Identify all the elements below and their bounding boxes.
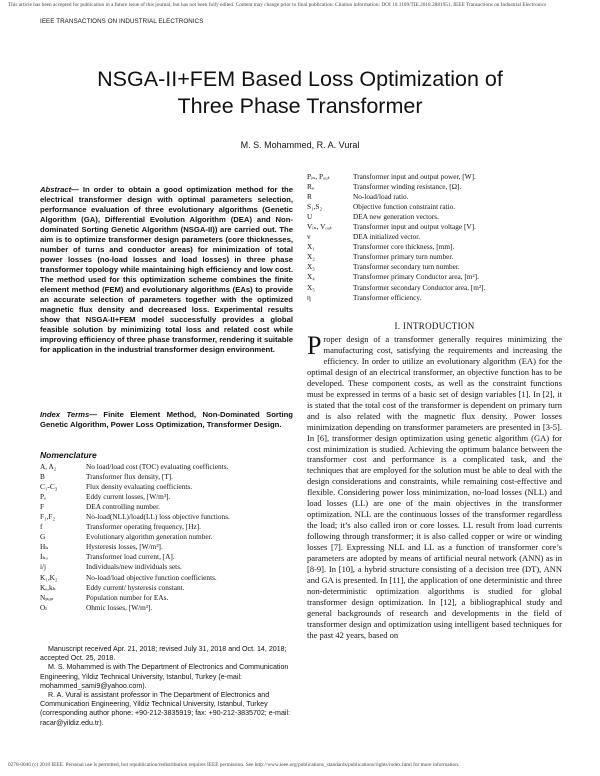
nomenclature-symbol: v (307, 232, 311, 242)
nomenclature-definition: Eddy current losses, [W/m³]. (86, 492, 171, 502)
nomenclature-definition: Evolutionary algorithm generation number. (86, 532, 213, 542)
index-terms-lead: Index Terms— (40, 410, 97, 419)
drop-cap: P (307, 331, 322, 360)
nomenclature-symbol: B (40, 472, 45, 482)
nomenclature-item (307, 222, 562, 232)
nomenclature-symbol: Pₑ (40, 492, 46, 502)
authors: M. S. Mohammed, R. A. Vural (240, 140, 360, 150)
nomenclature-item (307, 202, 562, 212)
nomenclature-item (307, 172, 562, 182)
nomenclature-symbol: i/j (40, 562, 47, 572)
nomenclature-item (40, 593, 293, 603)
nomenclature-item (40, 482, 293, 492)
copyright-footer: 0278-0046 (c) 2018 IEEE. Personal use is permitted, but republication/redistribution requires IEEE permission. See http://www.ieee.org/publications_standards/publications/rights/index.html for more information. (8, 762, 460, 768)
nomenclature-definition: Ohmic losses, [W/m³]. (86, 602, 153, 612)
nomenclature-item (307, 252, 562, 262)
nomenclature-definition: No load/load cost (TOC) evaluating coefficients. (86, 462, 229, 471)
nomenclature-list-left (40, 462, 293, 613)
nomenclature-definition: Transformer core thickness, [mm]. (353, 242, 455, 252)
nomenclature-symbol: C₁-C₃ (40, 482, 58, 492)
nomenclature-item (307, 192, 562, 202)
nomenclature-symbol: Iₕₒ (40, 552, 48, 562)
nomenclature-definition: Transformer input and output voltage [V]. (353, 222, 476, 232)
nomenclature-definition: Objective function constraint ratio. (353, 202, 456, 212)
nomenclature-definition: No-load/load ratio. (353, 192, 409, 202)
nomenclature-item (307, 283, 562, 293)
nomenclature-symbol: A, A₂ (40, 462, 57, 471)
footnote-author-2: R. A. Vural is assistant professor in The Department of Electronics and Communication Engineering, Yildiz Technical University, Istanbul, Turkey (corresponding author phone: +90-212-3835919; fax: +90-212-3835702; e-mail: racar@yildiz.edu.tr). (40, 691, 291, 727)
nomenclature-symbol: Rₔ (307, 182, 314, 192)
nomenclature-symbol: Kₑ,kₕ (40, 582, 56, 592)
nomenclature-symbol: R (307, 192, 312, 202)
nomenclature-item (307, 293, 562, 303)
journal-name: IEEE TRANSACTIONS ON INDUSTRIAL ELECTRONICS (40, 18, 204, 25)
nomenclature-symbol: X₄ (307, 272, 315, 282)
nomenclature-symbol: X₃ (307, 262, 315, 272)
nomenclature-symbol: F (40, 502, 45, 512)
abstract-text: In order to obtain a good optimization method for the electrical transformer design with optimal parameters selection, performance evaluation of three evolutionary algorithms (Genetic Algorithm (GA), Differential Evolution Algorithm (DEA) and Non-dominated Sorting Genetic Algorithm (NSGA-II)) are carried out. The aim is to optimize transformer design parameters (core thicknesses, number of turns and conductor areas) for minimization of total power losses (no-load losses and load losses) in three phase transformer topology while maintaining high efficiency and low cost. The method used for this optimization scheme combines the finite element method (FEM) and evolutionary algorithms (EAs) to provide an accurate selection of parameters together with the optimized magnetic flux density and decreased loss. Experimental results show that NSGA-II+FEM model successfully provides a global feasible solution by minimizing total loss and related cost while improving efficiency of three phase transformer, rendering it suitable for application in the industrial transformer design environment. (40, 185, 293, 354)
nomenclature-definition: DEA initialized vector. (353, 232, 421, 242)
nomenclature-item (40, 573, 293, 583)
nomenclature-definition: DEA controlling number. (86, 502, 160, 512)
nomenclature-item (40, 502, 293, 512)
nomenclature-item (307, 272, 562, 282)
index-terms (40, 410, 293, 430)
nomenclature-definition: Transformer load current, [A]. (86, 552, 175, 562)
footnote (40, 645, 293, 728)
nomenclature-symbol: X₂ (307, 252, 315, 262)
nomenclature-definition: Transformer efficiency. (353, 292, 422, 302)
title-line-2: Three Phase Transformer (177, 94, 423, 118)
nomenclature-symbol: Hₕ (40, 542, 49, 552)
nomenclature-symbol: S₁,S₂ (307, 202, 323, 212)
footnote-manuscript: Manuscript received Apr. 21, 2018; revised July 31, 2018 and Oct. 14, 2018; accepted Oct. 25, 2018. (40, 645, 287, 663)
nomenclature-definition: Transformer primary turn number. (353, 252, 454, 262)
nomenclature-definition: Transformer secondary turn number. (353, 262, 460, 272)
introduction-text: roper design of a transformer generally requires minimizing the manufacturing cost, satisfying the requirements and increasing the efficiency. In order to utilize an evolutionary algorithm (EA) for the optimal design of an electrical transformer, an objective function has to be developed. These component costs, as well as the constraint functions must be expressed in terms of a basic set of design variables [1]. In [2], it is stated that the total cost of the transformer is dependent on primary turn and is also related with the magnetic flux density. Power losses minimization depending on transformer parameters are presented in [3-5]. In [6], transformer design optimization using genetic algorithm (GA) for cost minimization is studied. Achieving the optimum balance between the transformer cost and performance is a complicated task, and the techniques that are employed for the solution must be able to deal with the design considerations and constraints, while remaining cost-effective and flexible. Considering power loss minimization, no-load losses (NLL) and load losses (LL) are one of the main objectives in the transformer optimization. NLL are the continuous losses of the transformer regardless the load; it’s also called iron or core losses. LL result from load currents following through transformer; it is also called copper or wire or winding losses [7]. Expressing NLL and LL as a function of transformer core’s parameters are adopted by means of artificial neural network (ANN) as in [8-9]. In [10], a hybrid structure consisting of a decision tree (DT), ANN and GA is presented. In [11], the application of one deterministic and three non-deterministic optimization algorithms is studied for global transformer design optimization. In [12], a bibliographical study and general backgrounds of research and developments in the field of transformer design and optimization using intelligent based techniques for the past 42 years, based on (307, 334, 562, 640)
nomenclature-definition: Eddy current/ hysteresis constant. (86, 582, 185, 592)
nomenclature-symbol: G (40, 532, 46, 542)
nomenclature-definition: Population number for EAs. (86, 592, 169, 602)
nomenclature-item (307, 232, 562, 242)
title-line-1: NSGA-II+FEM Based Loss Optimization of (97, 67, 503, 91)
nomenclature-item (40, 492, 293, 502)
nomenclature-symbol: X₁ (307, 242, 315, 252)
nomenclature-item (40, 583, 293, 593)
nomenclature-item (40, 462, 293, 472)
nomenclature-item (40, 603, 293, 613)
nomenclature-definition: Transformer operating frequency, [Hz]. (86, 522, 201, 532)
nomenclature-list-right (307, 172, 562, 303)
nomenclature-item (40, 552, 293, 562)
nomenclature-symbol: Nₚₒₚ (40, 592, 54, 602)
nomenclature-symbol: F₁,F₂ (40, 512, 56, 522)
publication-notice: This article has been accepted for publication in a future issue of this journal, but has not been fully edited. Content may change prior to final publication. Citation information: DOI 10.1109/TIE.2018.2881951, IEEE Transactions on Industrial Electronics (8, 2, 547, 8)
nomenclature-definition: Individuals/new individuals sets. (86, 562, 182, 572)
nomenclature-definition: No-load(NLL)/load(LL) loss objective functions. (86, 512, 230, 522)
nomenclature-item (40, 542, 293, 552)
nomenclature-definition: Transformer flux density, [T]. (86, 472, 174, 482)
paper-title (0, 66, 600, 120)
nomenclature-definition: Transformer winding resistance, [Ω]. (353, 182, 462, 192)
nomenclature-definition: Transformer secondary Conductor area, [m²]. (353, 282, 486, 292)
nomenclature-definition: Transformer input and output power, [W]. (353, 172, 476, 181)
nomenclature-definition: Transformer primary Conductor area, [m²]. (353, 272, 479, 282)
nomenclature-item (40, 532, 293, 542)
nomenclature-item (307, 182, 562, 192)
nomenclature-item (40, 472, 293, 482)
nomenclature-item (307, 242, 562, 252)
nomenclature-symbol: Vᵢₙ, Vₒᵤₜ (307, 222, 332, 232)
nomenclature-definition: Flux density evaluating coefficients. (86, 482, 193, 492)
nomenclature-definition: DEA new generation vectors. (353, 212, 439, 222)
footnote-author-1: M. S. Mohammed is with The Department of Electronics and Communication Engineering, Yildiz Technical University, Istanbul, Turkey (e-mail: mohammed_sami9@yahoo.com). (40, 663, 289, 690)
nomenclature-symbol: U (307, 212, 313, 222)
nomenclature-symbol: X₅ (307, 282, 315, 292)
nomenclature-heading: Nomenclature (40, 450, 97, 460)
introduction-body (307, 331, 562, 641)
abstract-lead: Abstract— (40, 185, 79, 194)
nomenclature-definition: Hysteresis losses, [W/m³]. (86, 542, 163, 552)
nomenclature-symbol: η (307, 292, 311, 302)
nomenclature-definition: No-load/load objective function coefficients. (86, 572, 217, 582)
nomenclature-item (307, 262, 562, 272)
nomenclature-item (40, 562, 293, 572)
nomenclature-symbol: Pᵢₙ, Pₒᵤₜ (307, 172, 330, 181)
abstract (40, 185, 293, 355)
nomenclature-symbol: K₁,K₂ (40, 572, 58, 582)
nomenclature-symbol: Oₗ (40, 602, 48, 612)
index-terms-text: Finite Element Method, Non-Dominated Sorting Genetic Algorithm, Power Loss Optimization, Transformer Design. (40, 410, 293, 429)
section-heading-introduction: I. INTRODUCTION (394, 321, 475, 331)
nomenclature-item (40, 512, 293, 522)
nomenclature-item (307, 212, 562, 222)
nomenclature-item (40, 522, 293, 532)
nomenclature-symbol: f (40, 522, 43, 532)
